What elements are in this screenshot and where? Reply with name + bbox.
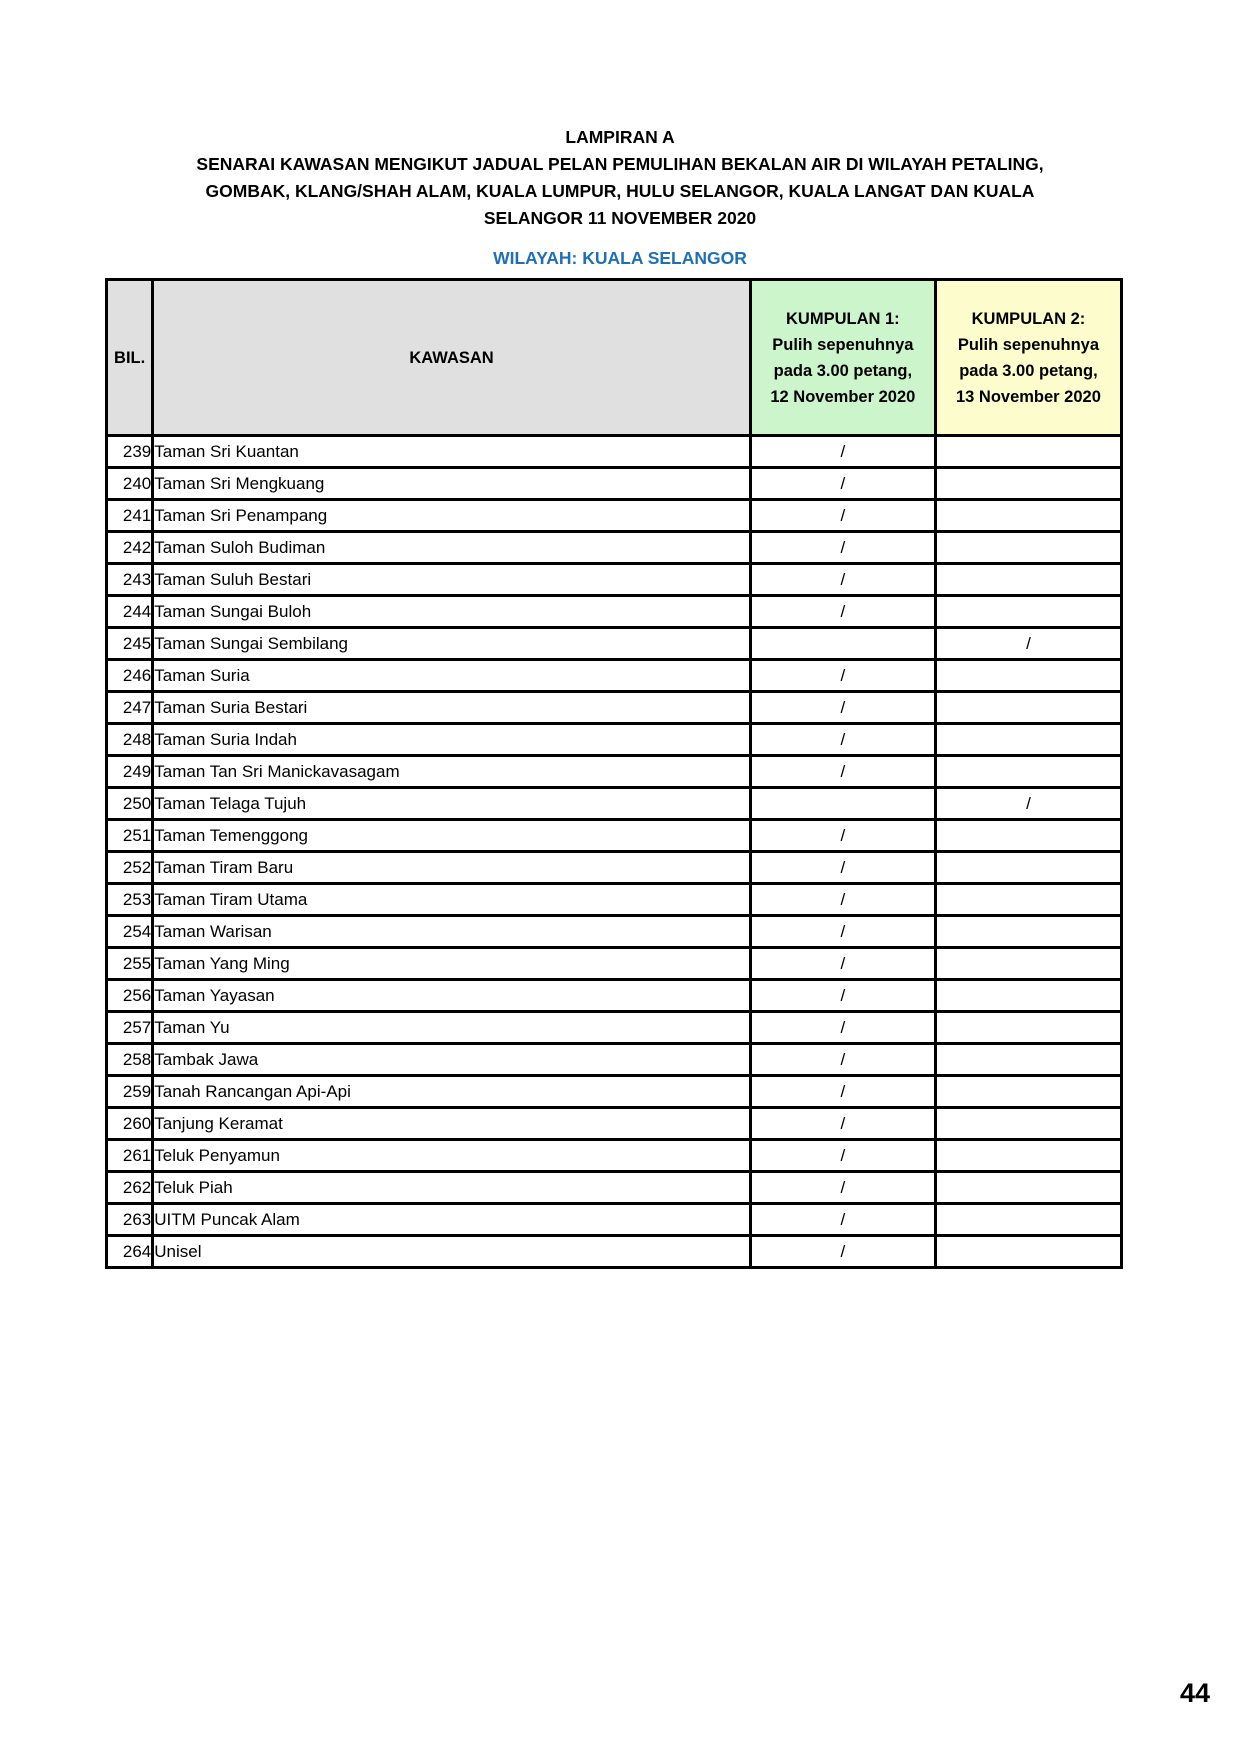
table-row — [107, 852, 1122, 884]
kumpulan-2-mark — [935, 500, 1121, 532]
row-number: 264 — [107, 1236, 153, 1268]
kumpulan-1-mark: / — [750, 692, 935, 724]
row-number: 251 — [107, 820, 153, 852]
table-row — [107, 1044, 1122, 1076]
area-name: Taman Suria Bestari — [153, 692, 751, 724]
title-line: GOMBAK, KLANG/SHAH ALAM, KUALA LUMPUR, HULU SELANGOR, KUALA LANGAT DAN KUALA — [205, 181, 1035, 201]
kumpulan-2-mark — [935, 948, 1121, 980]
table-row — [107, 1012, 1122, 1044]
table-header-row — [107, 280, 1122, 436]
table-row — [107, 436, 1122, 468]
row-number: 257 — [107, 1012, 153, 1044]
document-title — [0, 124, 1240, 232]
title-line: SENARAI KAWASAN MENGIKUT JADUAL PELAN PEMULIHAN BEKALAN AIR DI WILAYAH PETALING, — [196, 154, 1044, 174]
kumpulan-1-mark: / — [750, 564, 935, 596]
kumpulan-1-mark: / — [750, 1140, 935, 1172]
row-number: 250 — [107, 788, 153, 820]
kumpulan-1-mark: / — [750, 852, 935, 884]
header-kumpulan-2-line: 13 November 2020 — [955, 387, 1101, 406]
title-line: LAMPIRAN A — [565, 127, 675, 147]
area-name: Tanjung Keramat — [153, 1108, 751, 1140]
table-row — [107, 980, 1122, 1012]
area-name: Taman Tiram Baru — [153, 852, 751, 884]
kumpulan-2-mark — [935, 724, 1121, 756]
kumpulan-1-mark: / — [750, 916, 935, 948]
kumpulan-1-mark: / — [750, 500, 935, 532]
kumpulan-1-mark: / — [750, 756, 935, 788]
header-kumpulan-2-line: KUMPULAN 2: — [971, 309, 1086, 328]
area-schedule-table — [105, 278, 1123, 1269]
row-number: 249 — [107, 756, 153, 788]
area-name: Taman Yu — [153, 1012, 751, 1044]
area-name: Taman Sri Penampang — [153, 500, 751, 532]
row-number: 248 — [107, 724, 153, 756]
table-row — [107, 1236, 1122, 1268]
area-name: Taman Yang Ming — [153, 948, 751, 980]
kumpulan-2-mark — [935, 692, 1121, 724]
kumpulan-1-mark: / — [750, 468, 935, 500]
table-row — [107, 1204, 1122, 1236]
table-row — [107, 724, 1122, 756]
kumpulan-2-mark — [935, 980, 1121, 1012]
header-bil: BIL. — [107, 280, 153, 436]
row-number: 241 — [107, 500, 153, 532]
kumpulan-1-mark: / — [750, 596, 935, 628]
area-name: Teluk Penyamun — [153, 1140, 751, 1172]
table-row — [107, 660, 1122, 692]
kumpulan-1-mark — [750, 788, 935, 820]
row-number: 240 — [107, 468, 153, 500]
kumpulan-1-mark: / — [750, 436, 935, 468]
header-kawasan: KAWASAN — [153, 280, 751, 436]
kumpulan-2-mark — [935, 820, 1121, 852]
kumpulan-1-mark: / — [750, 1236, 935, 1268]
table-row — [107, 596, 1122, 628]
area-name: Taman Sri Kuantan — [153, 436, 751, 468]
area-name: Taman Warisan — [153, 916, 751, 948]
kumpulan-1-mark: / — [750, 532, 935, 564]
kumpulan-2-mark — [935, 1012, 1121, 1044]
area-name: Tambak Jawa — [153, 1044, 751, 1076]
row-number: 263 — [107, 1204, 153, 1236]
table-row — [107, 756, 1122, 788]
kumpulan-1-mark: / — [750, 884, 935, 916]
area-name: Taman Suria — [153, 660, 751, 692]
header-kumpulan-2-line: pada 3.00 petang, — [959, 361, 1098, 380]
page-number: 44 — [1179, 1678, 1210, 1708]
row-number: 262 — [107, 1172, 153, 1204]
table-row — [107, 1076, 1122, 1108]
kumpulan-2-mark — [935, 1108, 1121, 1140]
kumpulan-1-mark: / — [750, 660, 935, 692]
row-number: 247 — [107, 692, 153, 724]
area-name: Taman Suria Indah — [153, 724, 751, 756]
row-number: 259 — [107, 1076, 153, 1108]
table-row — [107, 884, 1122, 916]
header-kumpulan-1-line: Pulih sepenuhnya — [772, 335, 914, 354]
table-row — [107, 948, 1122, 980]
kumpulan-2-mark — [935, 660, 1121, 692]
table-row — [107, 692, 1122, 724]
row-number: 244 — [107, 596, 153, 628]
table-row — [107, 564, 1122, 596]
header-kumpulan-1 — [750, 280, 935, 436]
header-kumpulan-1-line: KUMPULAN 1: — [786, 309, 900, 328]
kumpulan-2-mark — [935, 1236, 1121, 1268]
kumpulan-2-mark — [935, 1044, 1121, 1076]
kumpulan-1-mark: / — [750, 1012, 935, 1044]
table-body — [107, 436, 1122, 1268]
row-number: 260 — [107, 1108, 153, 1140]
kumpulan-2-mark — [935, 756, 1121, 788]
row-number: 255 — [107, 948, 153, 980]
table-row — [107, 468, 1122, 500]
area-name: Taman Yayasan — [153, 980, 751, 1012]
kumpulan-2-mark — [935, 852, 1121, 884]
area-name: UITM Puncak Alam — [153, 1204, 751, 1236]
kumpulan-2-mark — [935, 1140, 1121, 1172]
row-number: 243 — [107, 564, 153, 596]
kumpulan-1-mark: / — [750, 948, 935, 980]
region-heading: WILAYAH: KUALA SELANGOR — [493, 248, 747, 268]
area-name: Unisel — [153, 1236, 751, 1268]
kumpulan-2-mark: / — [935, 628, 1121, 660]
area-name: Taman Tan Sri Manickavasagam — [153, 756, 751, 788]
kumpulan-2-mark — [935, 532, 1121, 564]
header-kumpulan-2-line: Pulih sepenuhnya — [957, 335, 1100, 354]
kumpulan-1-mark: / — [750, 1204, 935, 1236]
row-number: 254 — [107, 916, 153, 948]
kumpulan-1-mark: / — [750, 1108, 935, 1140]
header-kumpulan-1-line: 12 November 2020 — [770, 387, 916, 406]
table-row — [107, 916, 1122, 948]
kumpulan-1-mark: / — [750, 1044, 935, 1076]
table-row — [107, 1108, 1122, 1140]
kumpulan-2-mark — [935, 1204, 1121, 1236]
title-line: SELANGOR 11 NOVEMBER 2020 — [483, 208, 757, 228]
row-number: 252 — [107, 852, 153, 884]
table-row — [107, 1172, 1122, 1204]
kumpulan-2-mark — [935, 468, 1121, 500]
kumpulan-2-mark — [935, 1172, 1121, 1204]
kumpulan-2-mark — [935, 436, 1121, 468]
row-number: 258 — [107, 1044, 153, 1076]
kumpulan-1-mark: / — [750, 1076, 935, 1108]
table-row — [107, 788, 1122, 820]
row-number: 242 — [107, 532, 153, 564]
kumpulan-2-mark — [935, 916, 1121, 948]
table-row — [107, 532, 1122, 564]
area-name: Taman Tiram Utama — [153, 884, 751, 916]
kumpulan-1-mark: / — [750, 980, 935, 1012]
area-name: Teluk Piah — [153, 1172, 751, 1204]
area-name: Taman Telaga Tujuh — [153, 788, 751, 820]
area-name: Taman Suloh Budiman — [153, 532, 751, 564]
row-number: 239 — [107, 436, 153, 468]
area-name: Tanah Rancangan Api-Api — [153, 1076, 751, 1108]
kumpulan-1-mark: / — [750, 820, 935, 852]
kumpulan-1-mark: / — [750, 724, 935, 756]
kumpulan-1-mark: / — [750, 1172, 935, 1204]
table-row — [107, 500, 1122, 532]
kumpulan-2-mark: / — [935, 788, 1121, 820]
kumpulan-2-mark — [935, 596, 1121, 628]
table-row — [107, 1140, 1122, 1172]
row-number: 246 — [107, 660, 153, 692]
row-number: 261 — [107, 1140, 153, 1172]
area-name: Taman Sungai Sembilang — [153, 628, 751, 660]
area-name: Taman Sungai Buloh — [153, 596, 751, 628]
row-number: 253 — [107, 884, 153, 916]
table-row — [107, 628, 1122, 660]
area-name: Taman Temenggong — [153, 820, 751, 852]
row-number: 256 — [107, 980, 153, 1012]
area-name: Taman Sri Mengkuang — [153, 468, 751, 500]
header-kumpulan-1-line: pada 3.00 petang, — [773, 361, 913, 380]
area-name: Taman Suluh Bestari — [153, 564, 751, 596]
table-row — [107, 820, 1122, 852]
row-number: 245 — [107, 628, 153, 660]
kumpulan-2-mark — [935, 1076, 1121, 1108]
header-kumpulan-2 — [935, 280, 1121, 436]
kumpulan-1-mark — [750, 628, 935, 660]
kumpulan-2-mark — [935, 884, 1121, 916]
kumpulan-2-mark — [935, 564, 1121, 596]
